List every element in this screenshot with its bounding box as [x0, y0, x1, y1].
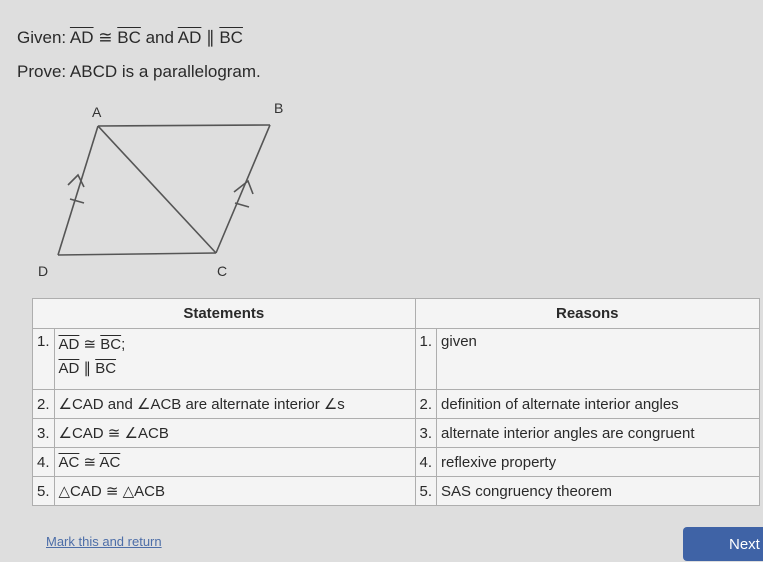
operator-text: ≅	[79, 336, 101, 353]
segment-text: $\overline{BC}$	[95, 360, 117, 377]
table-row	[33, 477, 760, 506]
label-d: D	[38, 263, 49, 279]
segment-text: $\overline{AC}$	[58, 454, 80, 471]
statement-number: 5.	[33, 477, 55, 506]
table-row	[33, 419, 760, 448]
given-and: and	[140, 28, 178, 47]
segment-text: $\overline{BC}$	[100, 336, 122, 353]
statement-cell: ∠CAD ≅ ∠ACB	[54, 419, 415, 448]
operator-text: ≅	[79, 454, 100, 471]
table-row	[33, 390, 760, 419]
reason-cell: alternate interior angles are congruent	[437, 419, 760, 448]
punctuation-text: ;	[121, 336, 126, 353]
parallel-symbol: ∥	[201, 28, 220, 47]
reason-number: 2.	[415, 390, 437, 419]
proof-table	[32, 298, 760, 506]
reason-number: 1.	[415, 329, 437, 390]
reason-number: 3.	[415, 419, 437, 448]
statement-cell: ∠CAD and ∠ACB are alternate interior ∠s	[54, 390, 415, 419]
reason-cell: SAS congruency theorem	[437, 477, 760, 506]
given-prefix: Given:	[17, 28, 70, 47]
mark-and-return-link[interactable]: Mark this and return	[46, 534, 162, 549]
statement-number: 3.	[33, 419, 55, 448]
reason-number: 4.	[415, 448, 437, 477]
reason-number: 5.	[415, 477, 437, 506]
segment-text: $\overline{AD}$	[58, 360, 80, 377]
statement-cell	[54, 448, 415, 477]
statement-number: 2.	[33, 390, 55, 419]
statement-number: 4.	[33, 448, 55, 477]
side-ab	[98, 125, 270, 126]
segment-ad: $\overline{AD}$	[69, 28, 94, 47]
statements-header: Statements	[33, 299, 416, 329]
side-bc	[216, 125, 270, 253]
reason-cell: given	[437, 329, 760, 390]
reason-cell: reflexive property	[437, 448, 760, 477]
segment-ad-2: $\overline{AD}$	[177, 28, 202, 47]
reasons-header: Reasons	[415, 299, 759, 329]
statement-line	[59, 333, 411, 357]
segment-bc: $\overline{BC}$	[117, 28, 141, 47]
statement-cell	[54, 329, 415, 390]
statement-cell: △CAD ≅ △ACB	[54, 477, 415, 506]
label-a: A	[92, 104, 102, 120]
given-statement	[17, 28, 243, 48]
segment-text: $\overline{AC}$	[99, 454, 121, 471]
reason-cell: definition of alternate interior angles	[437, 390, 760, 419]
operator-text: ∥	[79, 360, 96, 377]
prove-statement: Prove: ABCD is a parallelogram.	[17, 62, 261, 81]
table-row	[33, 329, 760, 390]
segment-bc-2: $\overline{BC}$	[219, 28, 243, 47]
tick-mark-ad	[70, 199, 84, 203]
congruent-symbol: ≅	[93, 28, 118, 47]
proof-table-header	[33, 299, 760, 329]
side-da	[58, 126, 98, 255]
statement-number: 1.	[33, 329, 55, 390]
table-row	[33, 448, 760, 477]
side-cd	[58, 253, 216, 255]
parallelogram-figure	[30, 95, 310, 290]
diagonal-ac	[98, 126, 216, 253]
segment-text: $\overline{AD}$	[58, 336, 80, 353]
next-button[interactable]: Next	[683, 527, 763, 561]
label-c: C	[217, 263, 228, 279]
statement-line	[59, 357, 411, 381]
label-b: B	[274, 100, 284, 116]
